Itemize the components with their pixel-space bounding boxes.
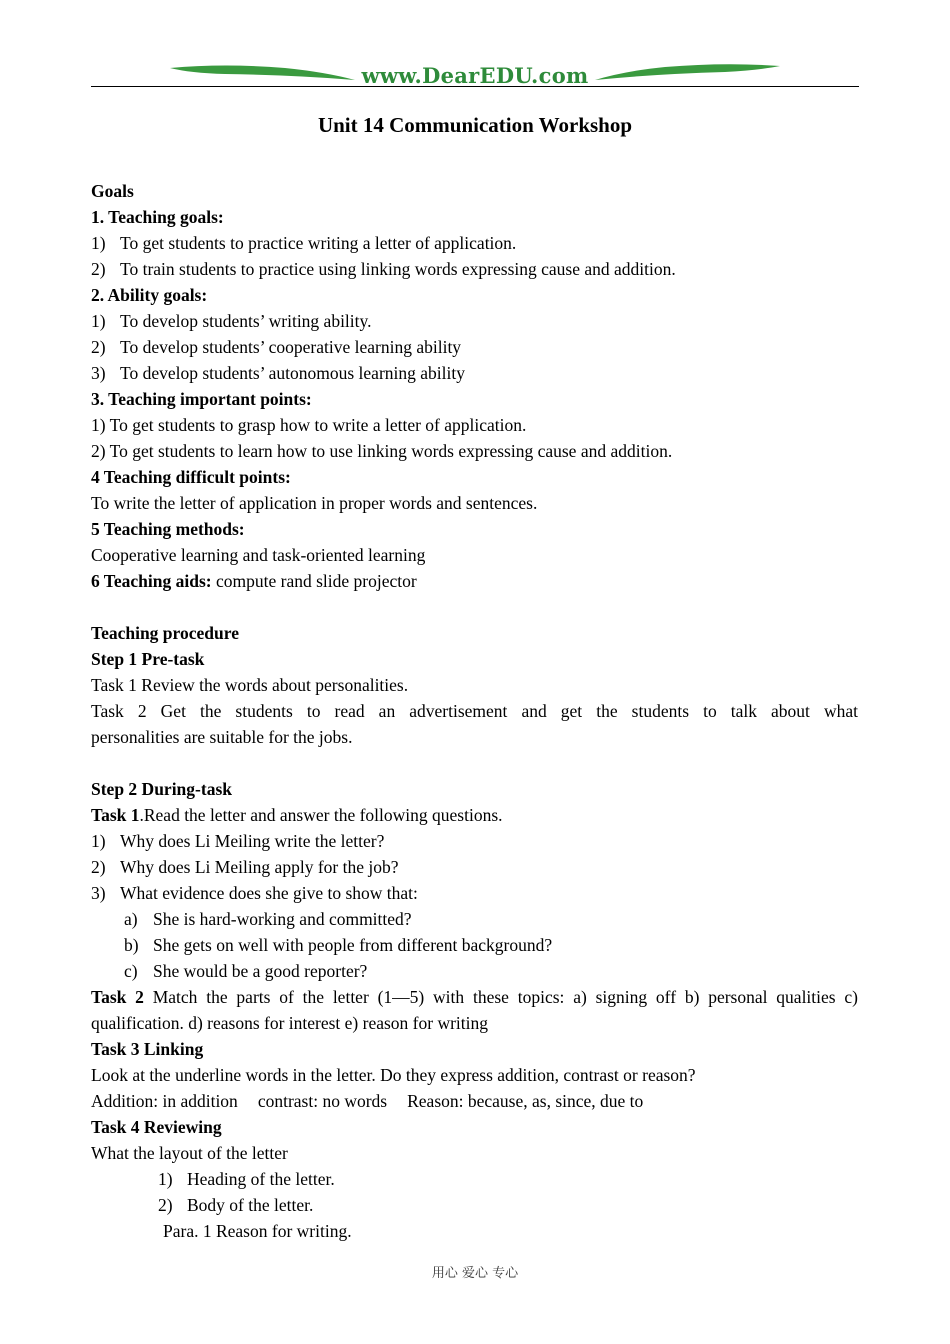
list-item: 1) To get students to grasp how to write a letter of application.	[91, 415, 527, 435]
list-item: 2) To train students to practice using linking words expressing cause and addition.	[91, 259, 676, 279]
list-item: 1) Heading of the letter.	[158, 1169, 335, 1189]
ability-goals-heading: 2. Ability goals:	[91, 285, 208, 305]
methods-heading: 5 Teaching methods:	[91, 519, 245, 539]
step2-task2-line2: qualification. d) reasons for interest e) reason for writing	[91, 1013, 489, 1033]
step1-heading: Step 1 Pre-task	[91, 649, 205, 669]
list-item: 3) What evidence does she give to show that:	[91, 883, 418, 903]
task4-para: Para. 1 Reason for writing.	[163, 1221, 352, 1241]
step1-task2-line1: Task 2 Get the students to read an advertisement and get the students to talk about what	[91, 701, 858, 721]
step1-task1: Task 1 Review the words about personalities.	[91, 675, 409, 695]
document-body	[91, 178, 858, 1244]
list-item: 1) Why does Li Meiling write the letter?	[91, 831, 385, 851]
list-item: 1) To get students to practice writing a letter of application.	[91, 233, 517, 253]
list-item: 2) Body of the letter.	[158, 1195, 314, 1215]
task3-question: Look at the underline words in the letter. Do they express addition, contrast or reason?	[91, 1065, 696, 1085]
header-rule	[91, 86, 859, 87]
procedure-heading: Teaching procedure	[91, 623, 239, 643]
aids-heading: 6 Teaching aids:	[91, 571, 212, 591]
list-item: c) She would be a good reporter?	[124, 961, 368, 981]
list-item: 2) Why does Li Meiling apply for the job?	[91, 857, 399, 877]
spacer	[91, 750, 858, 776]
important-points-heading: 3. Teaching important points:	[91, 389, 312, 409]
difficult-points-text: To write the letter of application in proper words and sentences.	[91, 493, 538, 513]
page-header	[0, 60, 950, 90]
dearedu-logo	[165, 60, 785, 86]
logo-text: www.DearEDU.com	[361, 63, 589, 88]
list-item: 1) To develop students’ writing ability.	[91, 311, 372, 331]
list-item: 2) To get students to learn how to use linking words expressing cause and addition.	[91, 441, 673, 461]
task3-heading: Task 3 Linking	[91, 1039, 204, 1059]
list-item: 3) To develop students’ autonomous learning ability	[91, 363, 465, 383]
step2-task1: Task 1.Read the letter and answer the following questions.	[91, 805, 503, 825]
page-title: Unit 14 Communication Workshop	[317, 113, 633, 137]
aids-text: compute rand slide projector	[211, 571, 417, 591]
task3-answers: Addition: in addition contrast: no words Reason: because, as, since, due to	[91, 1091, 644, 1111]
page-footer: 用心 爱心 专心	[431, 1266, 519, 1281]
task4-question: What the layout of the letter	[91, 1143, 288, 1163]
step2-heading: Step 2 During-task	[91, 779, 232, 799]
aids-line	[91, 568, 858, 594]
goals-heading: Goals	[91, 181, 134, 201]
list-item: 2) To develop students’ cooperative learning ability	[91, 337, 462, 357]
task4-heading: Task 4 Reviewing	[91, 1117, 222, 1137]
teaching-goals-heading: 1. Teaching goals:	[91, 207, 224, 227]
list-item: a) She is hard-working and committed?	[124, 909, 412, 929]
difficult-points-heading: 4 Teaching difficult points:	[91, 467, 291, 487]
step2-task2-line1: Task 2 Match the parts of the letter (1—5) with these topics: a) signing off b) personal qualities c)	[91, 987, 858, 1007]
spacer	[91, 594, 858, 620]
list-item: b) She gets on well with people from different background?	[124, 935, 553, 955]
step1-task2-line2: personalities are suitable for the jobs.	[91, 727, 353, 747]
methods-text: Cooperative learning and task-oriented learning	[91, 545, 426, 565]
